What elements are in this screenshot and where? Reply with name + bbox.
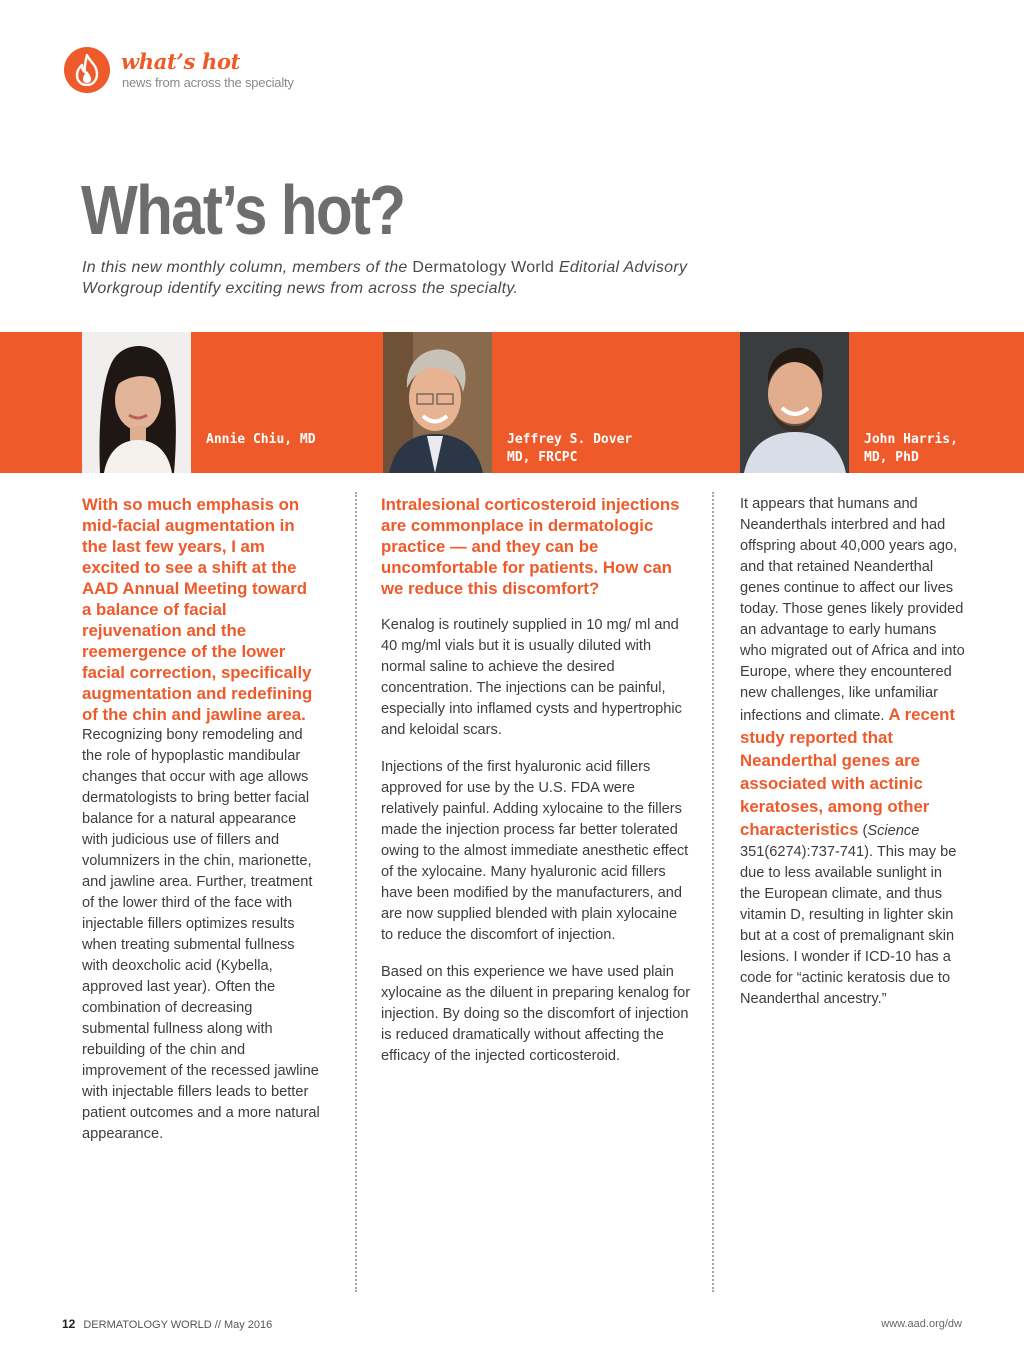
body-harris: It appears that humans and Neanderthals interbred and had offspring about 40,000 years ago, and that retained Neanderthal genes continue to affect our lives today. Those genes likely provided an advantage to early humans who migrated out of Africa and into Europe, where they encountered new challenges, like unfamiliar infections and climate. A recent study reported that Neanderthal genes are associated with actinic keratoses, among other characteristics (Science 351(6274):737-741). This may be due to less available sunlight in the European climate, and thus vitamin D, resulting in lighter skin but at a cost of premalignant skin lesions. I wonder if ICD-10 has a code for “actinic keratosis due to Neanderthal ancestry.”: [740, 496, 965, 1007]
author-photo-harris: [740, 332, 849, 473]
author-photo-dover: [383, 332, 492, 473]
column-harris: [740, 494, 965, 1010]
section-badge: [64, 47, 110, 93]
body-chiu: Recognizing bony remodeling and the role of hypoplastic mandibular changes that occur with age allows dermatologists to bring better facial balance for a natural appearance with judicious use of fillers and volumnizers in the chin, marionette, and jawline area. Further, treatment of the lower third of the face with injectable fillers optimizes results when treating submental fullness with deoxcholic acid (Kybella, approved last year). Often the combination of decreasing submental fullness along with rebuilding of the chin and improvement of the recessed jawline with injectable fillers leads to better patient outcomes and a more natural appearance.: [82, 727, 320, 1142]
footer-publication: DERMATOLOGY WORLD: [83, 1319, 212, 1331]
author-name-chiu: Annie Chiu, MD: [206, 432, 316, 447]
body-dover-p1: Kenalog is routinely supplied in 10 mg/ ml and 40 mg/ml vials but it is usually diluted with normal saline to achieve the desired concentration. The injections can be painful, especially into inflamed cysts and hypertrophic and keloidal scars.: [381, 617, 682, 738]
page-title: What’s hot?: [81, 171, 405, 249]
body-dover-p2: Injections of the first hyaluronic acid fillers approved for use by the U.S. FDA were relatively painful. Adding xylocaine to the fillers made the injection process far better tolerated owing to the almost immediate anesthetic effect of the xylocaine. Many hyaluronic acid fillers have been modified by the manufacturers, and are now supplied blended with plain xylocaine to reduce the discomfort of injection.: [381, 759, 689, 943]
column-divider: [355, 492, 357, 1292]
intro-text: In this new monthly column, members of the Dermatology World Editorial Advisory Workgroup identify exciting news from across the specialty.: [82, 259, 688, 297]
flame-icon: [73, 54, 101, 86]
footer-url: www.aad.org/dw: [881, 1318, 962, 1330]
page-number: 12: [62, 1317, 76, 1331]
footer-issue: // May 2016: [211, 1319, 273, 1331]
journal-name: Science: [867, 823, 920, 839]
section-subtitle: news from across the specialty: [122, 75, 294, 90]
author-name-harris: John Harris, MD, PhD: [864, 432, 958, 465]
author-name-dover: Jeffrey S. Dover MD, FRCPC: [507, 432, 633, 465]
publication-name: Dermatology World: [412, 259, 555, 276]
lead-dover: Intralesional corticosteroid injections are commonplace in dermatologic practice — and they can be uncomfortable for patients. How can we reduce this discomfort?: [381, 495, 680, 598]
author-photo-chiu: [82, 332, 191, 473]
highlight-harris: A recent study reported that Neanderthal genes are associated with actinic keratoses, among other characteristics: [740, 705, 955, 839]
section-title: what’s hot: [121, 49, 241, 74]
lead-chiu: With so much emphasis on mid-facial augmentation in the last few years, I am excited to see a shift at the AAD Annual Meeting toward a balance of facial rejuvenation and the reemergence of the lower facial correction, specifically augmentation and redefining of the chin and jawline area.: [82, 495, 313, 724]
body-dover-p3: Based on this experience we have used plain xylocaine as the diluent in preparing kenalog for injection. By doing so the discomfort of injection is reduced dramatically without affecting the efficacy of the injected corticosteroid.: [381, 964, 691, 1064]
column-chiu: [82, 494, 320, 1145]
column-dover: [381, 494, 693, 1067]
column-divider: [712, 492, 714, 1292]
footer-left: [62, 1317, 272, 1331]
